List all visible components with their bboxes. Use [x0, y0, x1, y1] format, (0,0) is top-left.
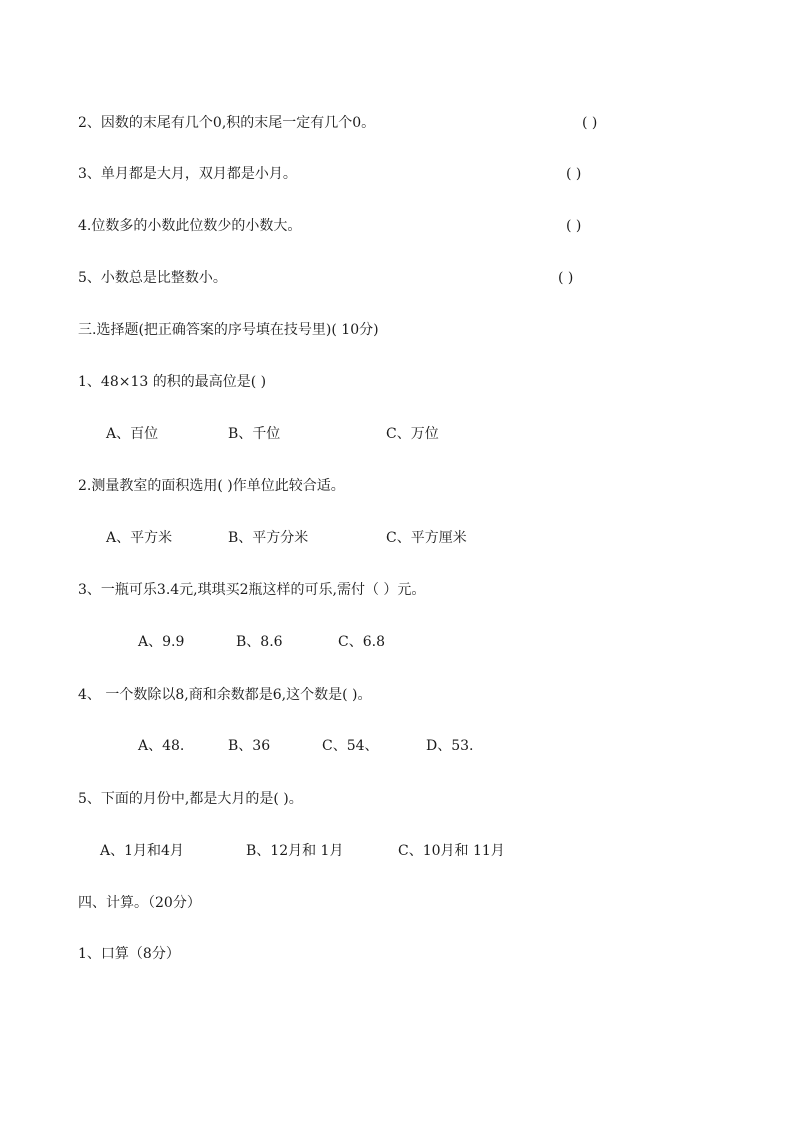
mc-option-2c[interactable]: C、平方厘米 [386, 530, 467, 546]
judge-item-2: 2、因数的末尾有几个0,积的末尾一定有几个0。 [78, 115, 376, 131]
mc-option-5c[interactable]: C、10月和 11月 [398, 843, 505, 859]
judge-answer-blank-4[interactable]: ( ) [566, 218, 582, 234]
mc-option-4d[interactable]: D、53. [426, 738, 474, 754]
mc-option-3c[interactable]: C、6.8 [338, 634, 385, 650]
section-4-sub-1: 1、口算（8分） [78, 946, 180, 962]
judge-item-5: 5、小数总是比整数小。 [78, 270, 227, 286]
judge-item-3: 3、单月都是大月，双月都是小月。 [78, 166, 297, 182]
mc-option-3a[interactable]: A、9.9 [138, 634, 185, 650]
mc-question-3: 3、一瓶可乐3.4元,琪琪买2瓶这样的可乐,需付（ ）元。 [78, 582, 426, 598]
mc-option-3b[interactable]: B、8.6 [236, 634, 283, 650]
judge-item-4: 4.位数多的小数此位数少的小数大。 [78, 218, 302, 234]
mc-question-1: 1、48×13 的积的最高位是( ) [78, 374, 267, 390]
mc-option-1a[interactable]: A、百位 [106, 426, 159, 442]
mc-option-5b[interactable]: B、12月和 1月 [246, 843, 344, 859]
mc-option-5a[interactable]: A、1月和4月 [100, 843, 184, 859]
section-4-title: 四、计算。（20分） [78, 895, 201, 911]
mc-option-2b[interactable]: B、平方分米 [228, 530, 309, 546]
mc-option-1c[interactable]: C、万位 [386, 426, 439, 442]
mc-question-4: 4、 一个数除以8,商和余数都是6,这个数是( )。 [78, 687, 372, 703]
mc-option-4c[interactable]: C、54、 [322, 738, 379, 754]
mc-options-2 [0, 529, 794, 547]
mc-options-5 [0, 842, 794, 860]
judge-answer-blank-2[interactable]: ( ) [582, 115, 598, 131]
mc-option-4b[interactable]: B、36 [228, 738, 271, 754]
mc-options-3 [0, 633, 794, 651]
mc-option-4a[interactable]: A、48. [138, 738, 185, 754]
judge-answer-blank-3[interactable]: ( ) [566, 166, 582, 182]
mc-question-2: 2.测量教室的面积选用( )作单位此较合适。 [78, 478, 345, 494]
mc-options-1 [0, 425, 794, 443]
judge-answer-blank-5[interactable]: ( ) [558, 270, 574, 286]
section-3-title: 三.选择题(把正确答案的序号填在技号里)( 10分) [78, 322, 379, 338]
mc-options-4 [0, 737, 794, 755]
mc-option-1b[interactable]: B、千位 [228, 426, 281, 442]
mc-option-2a[interactable]: A、平方米 [106, 530, 173, 546]
mc-question-5: 5、下面的月份中,都是大月的是( )。 [78, 791, 303, 807]
